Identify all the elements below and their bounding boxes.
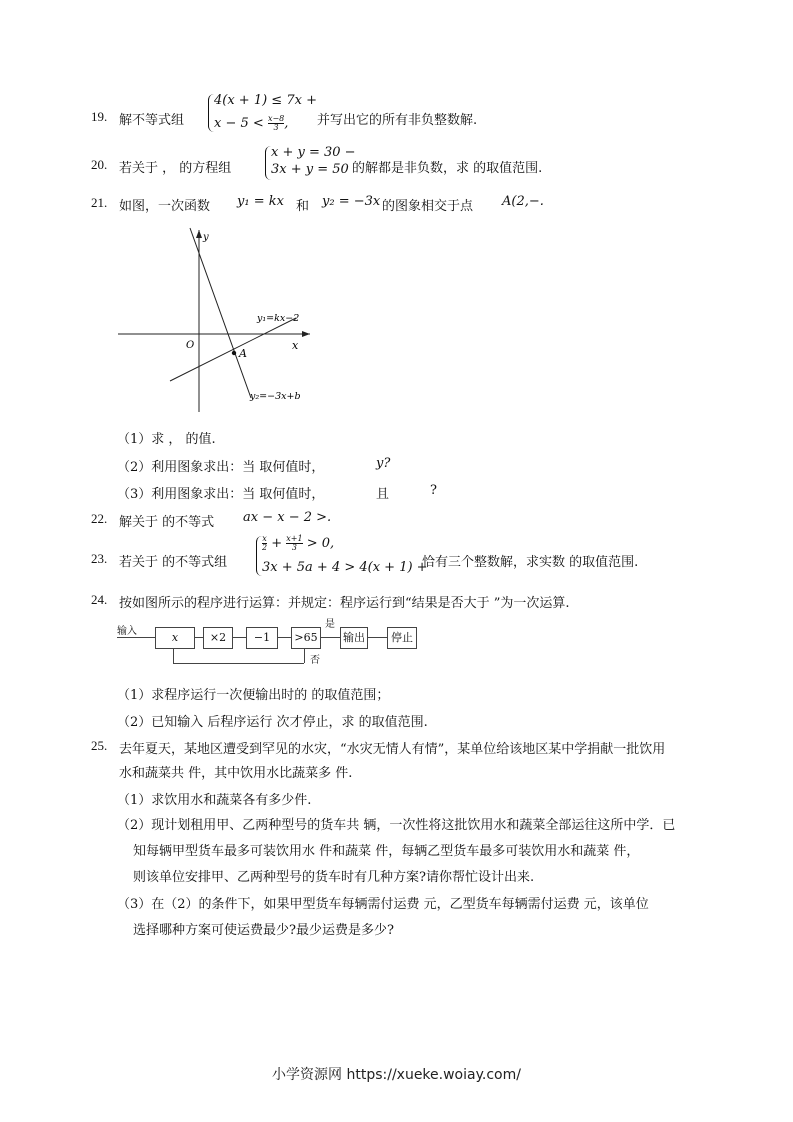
q21-number: 21. bbox=[91, 195, 108, 210]
q25-part-3-line-1: （3）在（2）的条件下，如果甲型货车每辆需付运费 元，乙型货车每辆需付运费 元，该单位 bbox=[117, 897, 649, 912]
q22-number: 22. bbox=[91, 511, 108, 526]
q19-number: 19. bbox=[91, 109, 108, 124]
line-y2-label: y₂=−3x+b bbox=[250, 391, 301, 402]
q21-and: 和 bbox=[296, 199, 310, 214]
q23-ineq-2: 3x + 5a + 4 > 4(x + 1) + bbox=[262, 560, 428, 575]
flow-loop-down bbox=[304, 648, 305, 663]
intersection-point bbox=[232, 351, 236, 355]
q21-part-3-tail: ? bbox=[430, 483, 437, 498]
q21-part-3: （3）利用图象求出：当 取何值时， bbox=[117, 487, 325, 502]
q24-part-1: （1）求程序运行一次便输出时的 的取值范围； bbox=[117, 688, 390, 703]
q21-function-2: y₂ = −3x bbox=[322, 194, 381, 209]
flow-arrow-1 bbox=[194, 637, 203, 638]
flow-box-check: >65 bbox=[291, 627, 321, 649]
q25-line-1: 去年夏天，某地区遭受到罕见的水灾，“水灾无情人有情”，某单位给该地区某中学捐献一批饮用 bbox=[119, 742, 666, 757]
y-axis-label: y bbox=[203, 232, 209, 243]
q24-stem: 按如图所示的程序进行运算：并规定：程序运行到“结果是否大于 ”为一次运算. bbox=[119, 596, 570, 611]
q21-part-1: （1）求 ， 的值. bbox=[117, 432, 216, 447]
q25-part-3-line-2: 选择哪种方案可使运费最少?最少运费是多少? bbox=[133, 923, 394, 938]
flow-no-label: 否 bbox=[310, 655, 320, 666]
q20-tail: 的解都是非负数，求 的取值范围. bbox=[352, 161, 543, 176]
flow-yes-label: 是 bbox=[325, 619, 335, 630]
q19-ineq-2: x − 5 < $\frac{x-8}{3}$ , bbox=[214, 114, 289, 132]
x-axis-label: x bbox=[292, 339, 299, 352]
q23-number: 23. bbox=[91, 551, 108, 566]
q25-part-2-line-1: （2）现计划租用甲、乙两种型号的货车共 辆，一次性将这批饮用水和蔬菜全部运往这所中学．已 bbox=[117, 818, 676, 833]
flow-loop-back bbox=[173, 663, 304, 664]
q20-eq-1: x + y = 30 − bbox=[271, 145, 356, 160]
q24-flowchart bbox=[114, 618, 434, 666]
q24-part-2: （2）已知输入 后程序运行 次才停止，求 的取值范围. bbox=[117, 715, 428, 730]
flow-box-x: x bbox=[155, 627, 195, 649]
q25-line-2: 水和蔬菜共 件，其中饮用水比蔬菜多 件. bbox=[119, 766, 353, 781]
flow-box-output: 输出 bbox=[340, 627, 368, 649]
flow-loop-up bbox=[173, 648, 174, 663]
point-a-label: A bbox=[239, 347, 247, 360]
q21-graph bbox=[110, 222, 320, 417]
q22-expression: ax − x − 2 >. bbox=[243, 510, 332, 525]
q25-number: 25. bbox=[91, 738, 108, 753]
q23-ineq-1: $\frac{x}{2}$ + $\frac{x+1}{3}$ > 0, bbox=[262, 534, 335, 552]
y-axis-arrow-icon bbox=[196, 230, 202, 238]
x-axis-arrow-icon bbox=[302, 331, 310, 337]
q23-tail: 恰有三个整数解，求实数 的取值范围. bbox=[422, 555, 639, 570]
q19-tail: 并写出它的所有非负整数解. bbox=[317, 113, 478, 128]
flow-arrow-in bbox=[117, 637, 155, 638]
q25-part-2-line-2: 知每辆甲型货车最多可装饮用水 件和蔬菜 件，每辆乙型货车最多可装饮用水和蔬菜 件， bbox=[133, 844, 640, 859]
q25-part-2-line-3: 则该单位安排甲、乙两种型号的货车时有几种方案?请你帮忙设计出来. bbox=[133, 870, 535, 885]
origin-label: O bbox=[186, 340, 195, 351]
q24-number: 24. bbox=[91, 592, 108, 607]
footer-site-link[interactable]: 小学资源网 https://xueke.woiay.com/ bbox=[272, 1067, 521, 1083]
q20-eq-2: 3x + y = 50 bbox=[271, 162, 349, 177]
q21-part-2-tail: y? bbox=[376, 456, 391, 471]
flow-arrow-2 bbox=[232, 637, 246, 638]
flow-box-times2: ×2 bbox=[203, 627, 233, 649]
flow-box-stop: 停止 bbox=[387, 627, 417, 649]
q25-part-1: （1）求饮用水和蔬菜各有多少件. bbox=[117, 793, 312, 808]
q19-ineq-1: 4(x + 1) ≤ 7x + bbox=[214, 93, 317, 108]
q20-stem: 若关于 ， 的方程组 bbox=[119, 161, 232, 176]
q19-stem: 解不等式组 bbox=[119, 113, 185, 128]
q21-function-1: y₁ = kx bbox=[237, 194, 284, 209]
flow-arrow-3 bbox=[277, 637, 291, 638]
q21-stem: 如图，一次函数 bbox=[119, 199, 211, 214]
line-y1-label: y₁=kx−2 bbox=[257, 313, 300, 324]
q21-part-3-mid: 且 bbox=[376, 487, 390, 502]
q21-intersect-text: 的图象相交于点 bbox=[382, 199, 474, 214]
q21-point: A(2,−. bbox=[502, 194, 544, 209]
q23-stem: 若关于 的不等式组 bbox=[119, 555, 228, 570]
flow-arrow-out bbox=[367, 637, 387, 638]
flow-input-label: 输入 bbox=[117, 626, 137, 637]
flow-box-minus1: −1 bbox=[246, 627, 278, 649]
flow-arrow-yes bbox=[320, 637, 340, 638]
q22-stem: 解关于 的不等式 bbox=[119, 515, 215, 530]
q20-number: 20. bbox=[91, 157, 108, 172]
q21-part-2: （2）利用图象求出：当 取何值时， bbox=[117, 460, 325, 475]
